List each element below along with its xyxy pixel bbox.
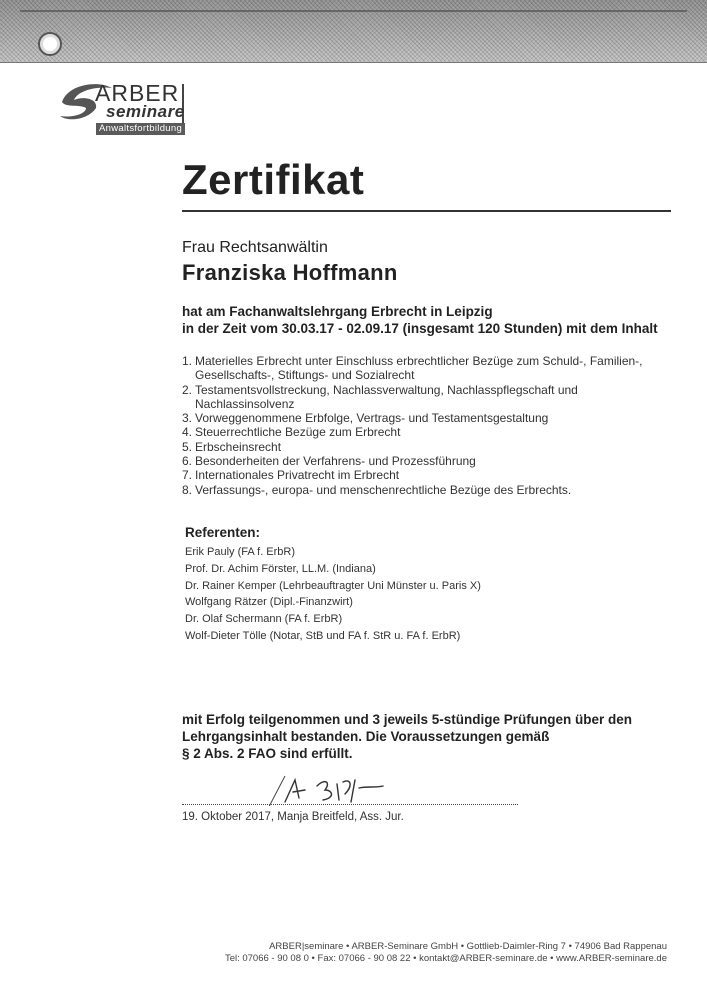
list-item: Dr. Rainer Kemper (Lehrbeauftragter Uni Münster u. Paris X) [185,579,481,592]
referents-list [185,544,481,645]
logo-sub: seminare [106,102,185,121]
footer-address: ARBER|seminare • ARBER-Seminare GmbH • Gottlieb-Daimler-Ring 7 • 74906 Bad Rappenau [269,941,667,952]
list-item: Dr. Olaf Schermann (FA f. ErbR) [185,613,343,626]
intro-text [182,303,658,337]
list-item: Erik Pauly (FA f. ErbR) [185,546,296,558]
list-item: Wolf-Dieter Tölle (Notar, StB und FA f. StR u. FA f. ErbR) [185,629,461,642]
list-item: 6. Besonderheiten der Verfahrens- und Prozessführung [182,454,476,469]
certificate-title: Zertifikat [182,156,365,203]
list-item: Prof. Dr. Achim Förster, LL.M. (Indiana) [185,562,376,575]
intro-line-1: hat am Fachanwaltslehrgang Erbrecht in Leipzig [182,304,493,319]
topic-list [182,354,662,497]
list-item: 5. Erbscheinsrecht [182,439,282,454]
list-item: 3. Vorweggenommene Erbfolge, Vertrags- und Testamentsgestaltung [182,411,549,426]
footer-contact: Tel: 07066 - 90 08 0 • Fax: 07066 - 90 08 22 • kontakt@ARBER-seminare.de • www.ARBER-seminare.de [224,953,667,964]
signature-line [182,804,518,805]
list-item: 8. Verfassungs-, europa- und menschenrechtliche Bezüge des Erbrechts. [182,482,572,497]
header-banner [0,0,707,63]
banner-line [20,10,687,12]
list-item: 2. Testamentsvollstreckung, Nachlassverwaltung, Nachlasspflegschaft und Nachlassinsolvenz [182,382,578,411]
logo-tagline: Anwaltsfortbildung [96,123,185,135]
list-item: Wolfgang Rätzer (Dipl.-Finanzwirt) [185,596,353,609]
signature-date: 19. Oktober 2017, Manja Breitfeld, Ass. Jur. [182,811,404,823]
result-statement: mit Erfolg teilgenommen und 3 jeweils 5-stündige Prüfungen über den Lehrgangsinhalt bestanden. Die Voraussetzungen gemäß § 2 Abs. 2 FAO sind erfüllt. [182,712,633,761]
arber-logo [58,80,193,138]
title-rule [182,210,671,212]
list-item: 4. Steuerrechtliche Bezüge zum Erbrecht [182,425,401,440]
intro-line-2: in der Zeit vom 30.03.17 - 02.09.17 (insgesamt 120 Stunden) mit dem Inhalt [182,321,658,336]
logo-brand: ARBER [95,80,180,106]
salutation: Frau Rechtsanwältin [182,239,328,256]
handwritten-signature [255,772,395,806]
footer [225,941,667,965]
punch-hole-icon [38,32,62,56]
list-item: 1. Materielles Erbrecht unter Einschluss erbrechtlicher Bezüge zum Schuld-, Familien-, Gesellschafts-, Stiftungs- und Sozialrecht [182,354,643,383]
list-item: 7. Internationales Privatrecht im Erbrecht [182,468,400,483]
referents-heading: Referenten: [185,525,261,540]
recipient-name: Franziska Hoffmann [182,260,398,285]
